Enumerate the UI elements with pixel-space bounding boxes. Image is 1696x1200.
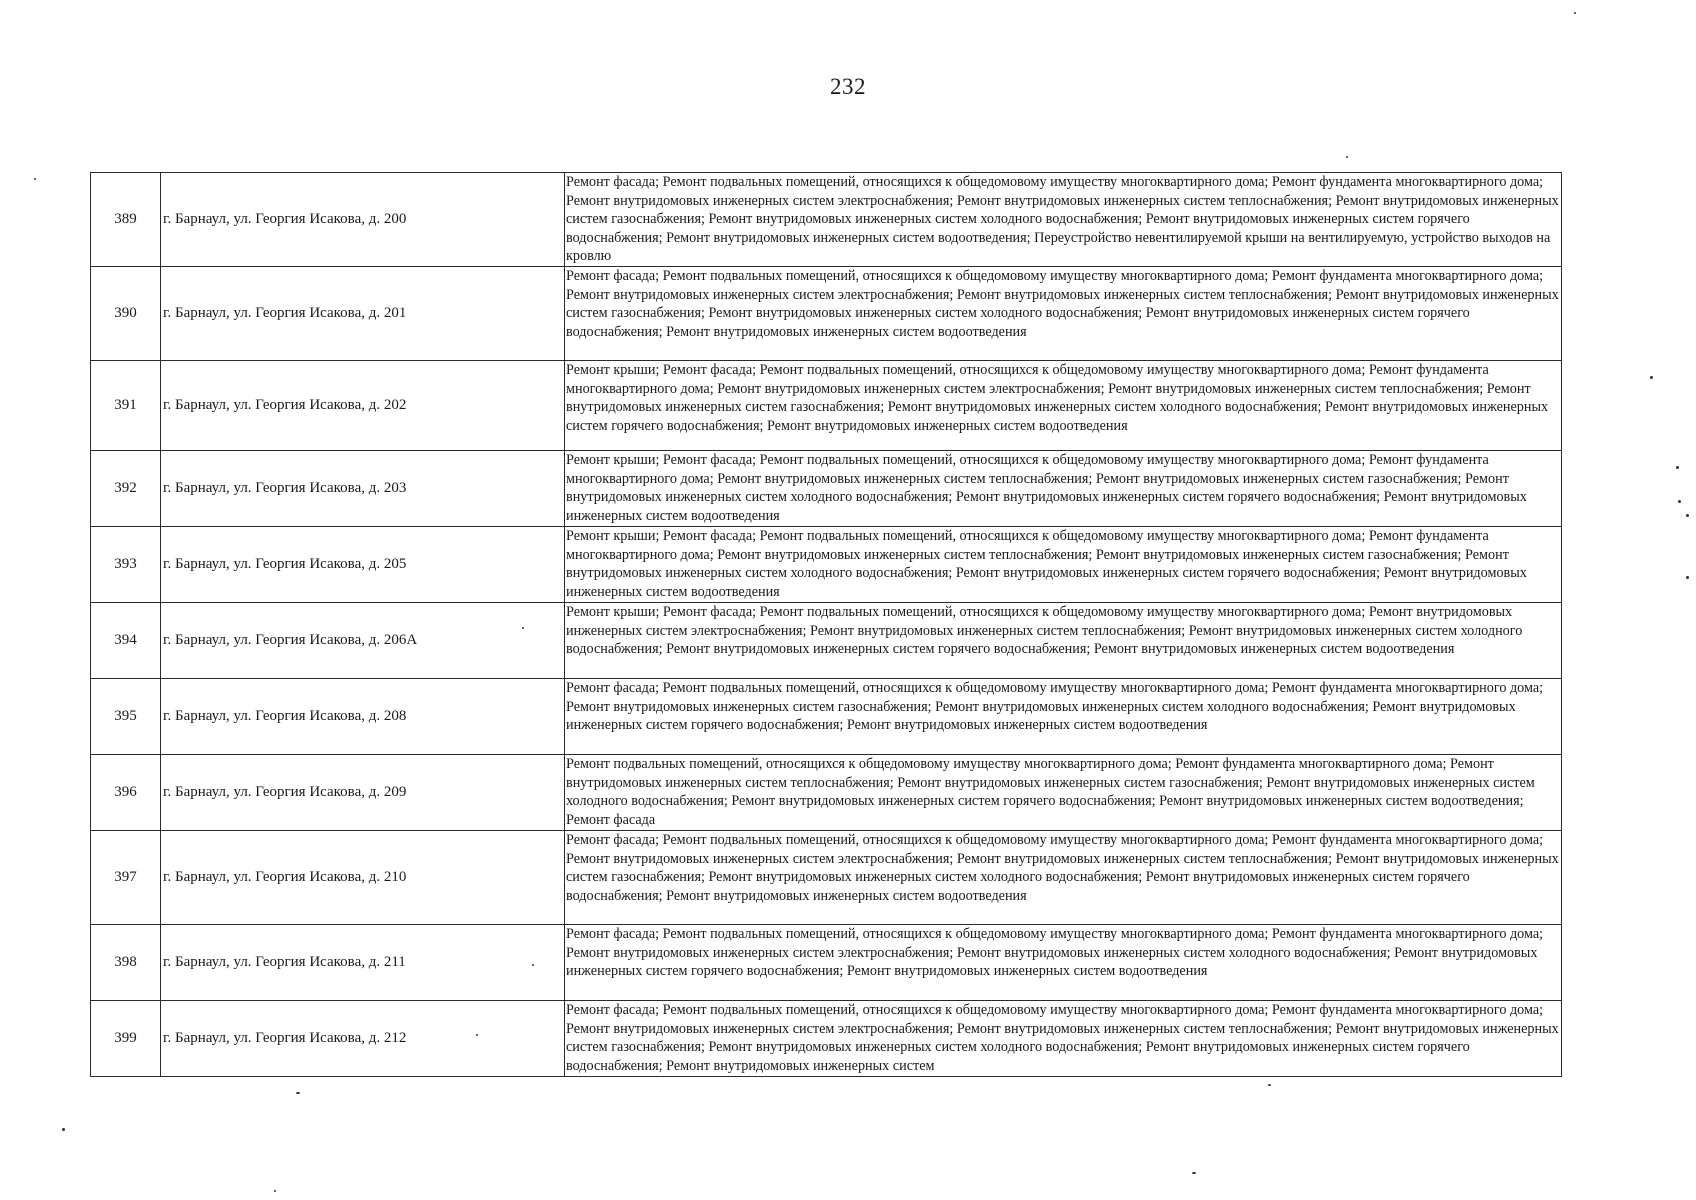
scan-speck bbox=[1192, 1172, 1196, 1174]
scan-speck bbox=[1676, 466, 1679, 469]
row-number: 394 bbox=[91, 603, 161, 679]
row-number: 392 bbox=[91, 451, 161, 527]
table-row bbox=[91, 925, 1562, 1001]
table-row bbox=[91, 527, 1562, 603]
row-address: г. Барнаул, ул. Георгия Исакова, д. 206А bbox=[161, 603, 565, 679]
scan-speck bbox=[62, 1128, 65, 1131]
scan-speck bbox=[1686, 514, 1689, 517]
row-address: г. Барнаул, ул. Георгия Исакова, д. 211 bbox=[161, 925, 565, 1001]
row-works: Ремонт фасада; Ремонт подвальных помещений, относящихся к общедомовому имуществу многоквартирного дома; Ремонт фундамента многоквартирного дома; Ремонт внутридомовых инженерных систем газоснабжения; Ремонт внутридомовых инженерных систем холодного водоснабжения; Ремонт внутридомовых инженерных систем горячего водоснабжения; Ремонт внутридомовых инженерных систем водоотведения bbox=[565, 679, 1562, 755]
scan-speck bbox=[1686, 576, 1689, 579]
row-number: 395 bbox=[91, 679, 161, 755]
table-row bbox=[91, 361, 1562, 451]
row-number: 391 bbox=[91, 361, 161, 451]
row-works: Ремонт крыши; Ремонт фасада; Ремонт подвальных помещений, относящихся к общедомовому имуществу многоквартирного дома; Ремонт фундамента многоквартирного дома; Ремонт внутридомовых инженерных систем теплоснабжения; Ремонт внутридомовых инженерных систем газоснабжения; Ремонт внутридомовых инженерных систем холодного водоснабжения; Ремонт внутридомовых инженерных систем горячего водоснабжения; Ремонт внутридомовых инженерных систем водоотведения bbox=[565, 451, 1562, 527]
row-address: г. Барнаул, ул. Георгия Исакова, д. 205 bbox=[161, 527, 565, 603]
scan-speck bbox=[1574, 12, 1576, 14]
row-number: 389 bbox=[91, 173, 161, 267]
table-row bbox=[91, 173, 1562, 267]
scan-speck bbox=[1346, 156, 1348, 158]
row-works: Ремонт фасада; Ремонт подвальных помещений, относящихся к общедомовому имуществу многоквартирного дома; Ремонт фундамента многоквартирного дома; Ремонт внутридомовых инженерных систем электроснабжения; Ремонт внутридомовых инженерных систем теплоснабжения; Ремонт внутридомовых инженерных систем газоснабжения; Ремонт внутридомовых инженерных систем холодного водоснабжения; Ремонт внутридомовых инженерных систем горячего водоснабжения; Ремонт внутридомовых инженерных систем водоотведения; Переустройство невентилируемой крыши на вентилируемую, устройство выходов на кровлю bbox=[565, 173, 1562, 267]
row-number: 399 bbox=[91, 1001, 161, 1077]
row-address: г. Барнаул, ул. Георгия Исакова, д. 200 bbox=[161, 173, 565, 267]
row-number: 390 bbox=[91, 267, 161, 361]
scan-speck bbox=[1650, 376, 1653, 379]
scan-speck bbox=[522, 627, 524, 629]
row-address: г. Барнаул, ул. Георгия Исакова, д. 210 bbox=[161, 831, 565, 925]
row-works: Ремонт фасада; Ремонт подвальных помещений, относящихся к общедомовому имуществу многоквартирного дома; Ремонт фундамента многоквартирного дома; Ремонт внутридомовых инженерных систем электроснабжения; Ремонт внутридомовых инженерных систем теплоснабжения; Ремонт внутридомовых инженерных систем газоснабжения; Ремонт внутридомовых инженерных систем холодного водоснабжения; Ремонт внутридомовых инженерных систем горячего водоснабжения; Ремонт внутридомовых инженерных систем водоотведения bbox=[565, 831, 1562, 925]
row-address: г. Барнаул, ул. Георгия Исакова, д. 202 bbox=[161, 361, 565, 451]
table-row bbox=[91, 1001, 1562, 1077]
table-row bbox=[91, 679, 1562, 755]
scan-speck bbox=[296, 1092, 300, 1094]
page-number: 232 bbox=[830, 74, 866, 99]
row-works: Ремонт фасада; Ремонт подвальных помещений, относящихся к общедомовому имуществу многоквартирного дома; Ремонт фундамента многоквартирного дома; Ремонт внутридомовых инженерных систем электроснабжения; Ремонт внутридомовых инженерных систем теплоснабжения; Ремонт внутридомовых инженерных систем газоснабжения; Ремонт внутридомовых инженерных систем холодного водоснабжения; Ремонт внутридомовых инженерных систем горячего водоснабжения; Ремонт внутридомовых инженерных систем водоотведения bbox=[565, 267, 1562, 361]
row-works: Ремонт крыши; Ремонт фасада; Ремонт подвальных помещений, относящихся к общедомовому имуществу многоквартирного дома; Ремонт внутридомовых инженерных систем электроснабжения; Ремонт внутридомовых инженерных систем теплоснабжения; Ремонт внутридомовых инженерных систем холодного водоснабжения; Ремонт внутридомовых инженерных систем горячего водоснабжения; Ремонт внутридомовых инженерных систем водоотведения bbox=[565, 603, 1562, 679]
row-address: г. Барнаул, ул. Георгия Исакова, д. 203 bbox=[161, 451, 565, 527]
scan-speck bbox=[1678, 500, 1681, 503]
row-works: Ремонт крыши; Ремонт фасада; Ремонт подвальных помещений, относящихся к общедомовому имуществу многоквартирного дома; Ремонт фундамента многоквартирного дома; Ремонт внутридомовых инженерных систем теплоснабжения; Ремонт внутридомовых инженерных систем газоснабжения; Ремонт внутридомовых инженерных систем холодного водоснабжения; Ремонт внутридомовых инженерных систем горячего водоснабжения; Ремонт внутридомовых инженерных систем водоотведения bbox=[565, 527, 1562, 603]
scan-speck bbox=[1268, 1084, 1271, 1086]
row-number: 393 bbox=[91, 527, 161, 603]
table-row bbox=[91, 755, 1562, 831]
row-address: г. Барнаул, ул. Георгия Исакова, д. 201 bbox=[161, 267, 565, 361]
row-number: 397 bbox=[91, 831, 161, 925]
table-row bbox=[91, 603, 1562, 679]
table-row bbox=[91, 451, 1562, 527]
scan-speck bbox=[34, 178, 36, 180]
row-works: Ремонт подвальных помещений, относящихся к общедомовому имуществу многоквартирного дома; Ремонт фундамента многоквартирного дома; Ремонт внутридомовых инженерных систем теплоснабжения; Ремонт внутридомовых инженерных систем газоснабжения; Ремонт внутридомовых инженерных систем холодного водоснабжения; Ремонт внутридомовых инженерных систем горячего водоснабжения; Ремонт внутридомовых инженерных систем водоотведения; Ремонт фасада bbox=[565, 755, 1562, 831]
row-number: 396 bbox=[91, 755, 161, 831]
row-address: г. Барнаул, ул. Георгия Исакова, д. 208 bbox=[161, 679, 565, 755]
row-address: г. Барнаул, ул. Георгия Исакова, д. 209 bbox=[161, 755, 565, 831]
repair-works-table bbox=[90, 172, 1562, 1077]
table-row bbox=[91, 267, 1562, 361]
row-number: 398 bbox=[91, 925, 161, 1001]
scan-speck bbox=[476, 1034, 478, 1036]
row-works: Ремонт крыши; Ремонт фасада; Ремонт подвальных помещений, относящихся к общедомовому имуществу многоквартирного дома; Ремонт фундамента многоквартирного дома; Ремонт внутридомовых инженерных систем электроснабжения; Ремонт внутридомовых инженерных систем теплоснабжения; Ремонт внутридомовых инженерных систем газоснабжения; Ремонт внутридомовых инженерных систем холодного водоснабжения; Ремонт внутридомовых инженерных систем горячего водоснабжения; Ремонт внутридомовых инженерных систем водоотведения bbox=[565, 361, 1562, 451]
row-address: г. Барнаул, ул. Георгия Исакова, д. 212 bbox=[161, 1001, 565, 1077]
scan-speck bbox=[532, 964, 534, 966]
row-works: Ремонт фасада; Ремонт подвальных помещений, относящихся к общедомовому имуществу многоквартирного дома; Ремонт фундамента многоквартирного дома; Ремонт внутридомовых инженерных систем электроснабжения; Ремонт внутридомовых инженерных систем теплоснабжения; Ремонт внутридомовых инженерных систем газоснабжения; Ремонт внутридомовых инженерных систем холодного водоснабжения; Ремонт внутридомовых инженерных систем горячего водоснабжения; Ремонт внутридомовых инженерных систем bbox=[565, 1001, 1562, 1077]
scan-speck bbox=[274, 1190, 276, 1192]
table-row bbox=[91, 831, 1562, 925]
row-works: Ремонт фасада; Ремонт подвальных помещений, относящихся к общедомовому имуществу многоквартирного дома; Ремонт фундамента многоквартирного дома; Ремонт внутридомовых инженерных систем электроснабжения; Ремонт внутридомовых инженерных систем холодного водоснабжения; Ремонт внутридомовых инженерных систем горячего водоснабжения; Ремонт внутридомовых инженерных систем водоотведения bbox=[565, 925, 1562, 1001]
